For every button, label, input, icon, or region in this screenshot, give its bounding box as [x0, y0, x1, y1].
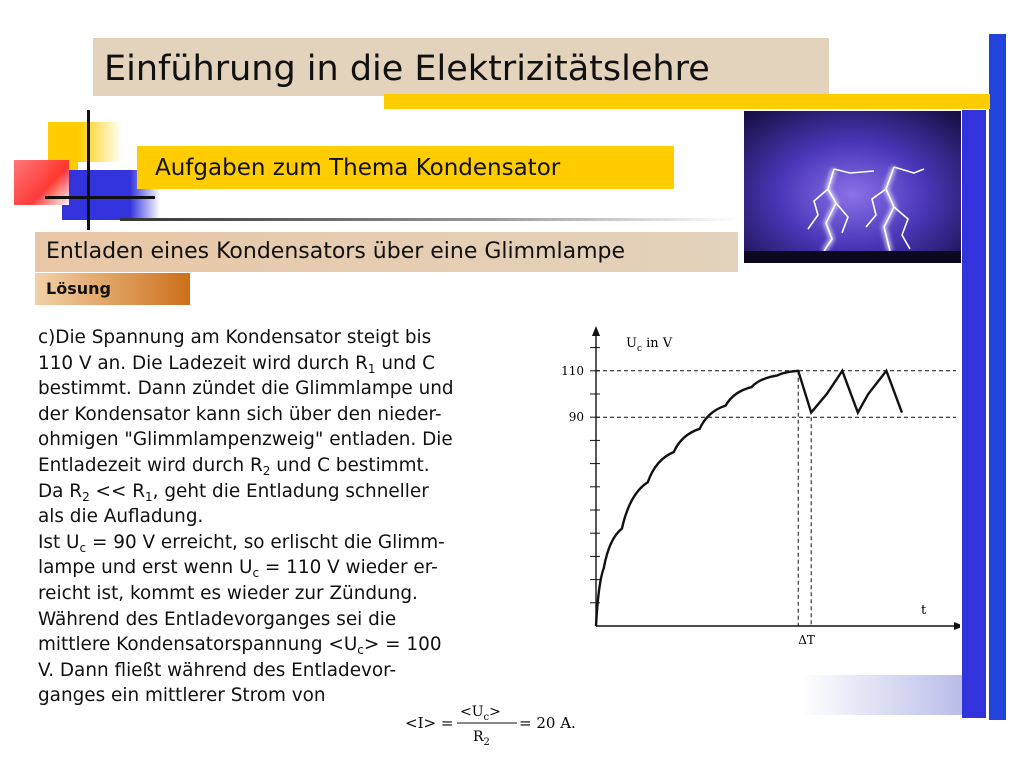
- section-heading: Entladen eines Kondensators über eine Glimmlampe: [46, 239, 626, 264]
- y-tick-label: 110: [561, 363, 584, 378]
- solution-text-line: [38, 530, 528, 556]
- text-run: Entladezeit wird durch R: [38, 454, 263, 476]
- y-tick-label: 90: [568, 410, 584, 425]
- text-run: , geht die Entladung schneller: [152, 480, 429, 502]
- text-run: als die Aufladung.: [38, 506, 204, 528]
- text-run: und C bestimmt.: [270, 454, 430, 476]
- solution-text-line: [38, 555, 528, 581]
- text-run: c)Die Spannung am Kondensator steigt bis: [38, 327, 432, 348]
- voltage-chart: [550, 320, 960, 650]
- y-axis-arrow: [592, 326, 600, 336]
- title-stripe: [384, 94, 990, 109]
- solution-text-line: [38, 607, 528, 633]
- text-run: ohmigen "Glimmlampenzweig" entladen. Die: [38, 429, 453, 451]
- subscript: 2: [262, 463, 271, 478]
- voltage-curve: [596, 371, 902, 626]
- solution-text-line: [38, 427, 528, 453]
- delta-t-label: ΔT: [798, 633, 815, 647]
- right-blue-bar: [989, 34, 1006, 720]
- lightning-photo: [744, 111, 961, 263]
- slide-subtitle: Aufgaben zum Thema Kondensator: [155, 155, 561, 181]
- solution-text-line: [38, 453, 528, 479]
- deco-divider-line: [120, 218, 740, 221]
- text-run: Da R: [38, 480, 83, 502]
- solution-text-line: [38, 402, 528, 428]
- subscript: c: [252, 566, 260, 581]
- deco-horizontal-line: [45, 196, 155, 199]
- solution-text-line: [38, 479, 528, 505]
- text-run: V. Dann fließt während des Entladevor-: [38, 659, 397, 681]
- text-run: lampe und erst wenn U: [38, 557, 253, 579]
- solution-text-line: [38, 376, 528, 402]
- bottom-gradient-bar: [802, 675, 962, 715]
- x-axis-arrow: [954, 622, 960, 630]
- solution-tag: Lösung: [46, 279, 111, 298]
- deco-yellow-fade: [78, 122, 122, 162]
- solution-text-line: [38, 351, 528, 377]
- text-run: Ist U: [38, 531, 80, 553]
- text-run: = 90 V erreicht, so erlischt die Glimm-: [86, 531, 445, 553]
- subscript: 1: [367, 361, 376, 376]
- deco-vertical-line: [87, 110, 90, 230]
- solution-text-line: [38, 581, 528, 607]
- current-formula: [405, 702, 585, 750]
- text-run: der Kondensator kann sich über den nieder-: [38, 403, 442, 425]
- subscript: 1: [145, 489, 153, 504]
- solution-text-line: [38, 632, 528, 658]
- text-run: Während des Entladevorganges sei die: [38, 608, 397, 630]
- text-run: und C: [375, 352, 436, 374]
- y-axis-label: $U_c$ in V: [626, 336, 673, 354]
- text-run: > = 100: [363, 634, 442, 656]
- formula-lhs: <I> =: [405, 714, 454, 732]
- text-run: reicht ist, kommt es wieder zur Zündung.: [38, 582, 418, 604]
- formula-rhs: = 20 A.: [519, 714, 576, 732]
- text-run: ganges ein mittlerer Strom von: [38, 685, 326, 707]
- subscript: 2: [82, 489, 90, 504]
- text-run: = 110 V wieder er-: [259, 557, 438, 579]
- formula-denominator: $R_2$: [473, 729, 490, 748]
- solution-text-line: [38, 658, 528, 684]
- text-run: mittlere Kondensatorspannung <U: [38, 634, 358, 656]
- slide-title: Einführung in die Elektrizitätslehre: [104, 49, 710, 89]
- subscript: c: [79, 540, 87, 555]
- formula-numerator: $<U_c>$: [460, 704, 501, 723]
- text-run: << R: [89, 480, 145, 502]
- text-run: bestimmt. Dann zündet die Glimmlampe und: [38, 378, 454, 400]
- text-run: 110 V an. Die Ladezeit wird durch R: [38, 352, 368, 374]
- solution-text-line: [38, 325, 528, 351]
- x-axis-label: t: [921, 603, 927, 618]
- deco-blue-square: [62, 170, 130, 220]
- solution-text: [38, 325, 528, 709]
- subscript: c: [357, 643, 364, 658]
- solution-text-line: [38, 504, 528, 530]
- right-inner-blue-bar: [962, 110, 986, 718]
